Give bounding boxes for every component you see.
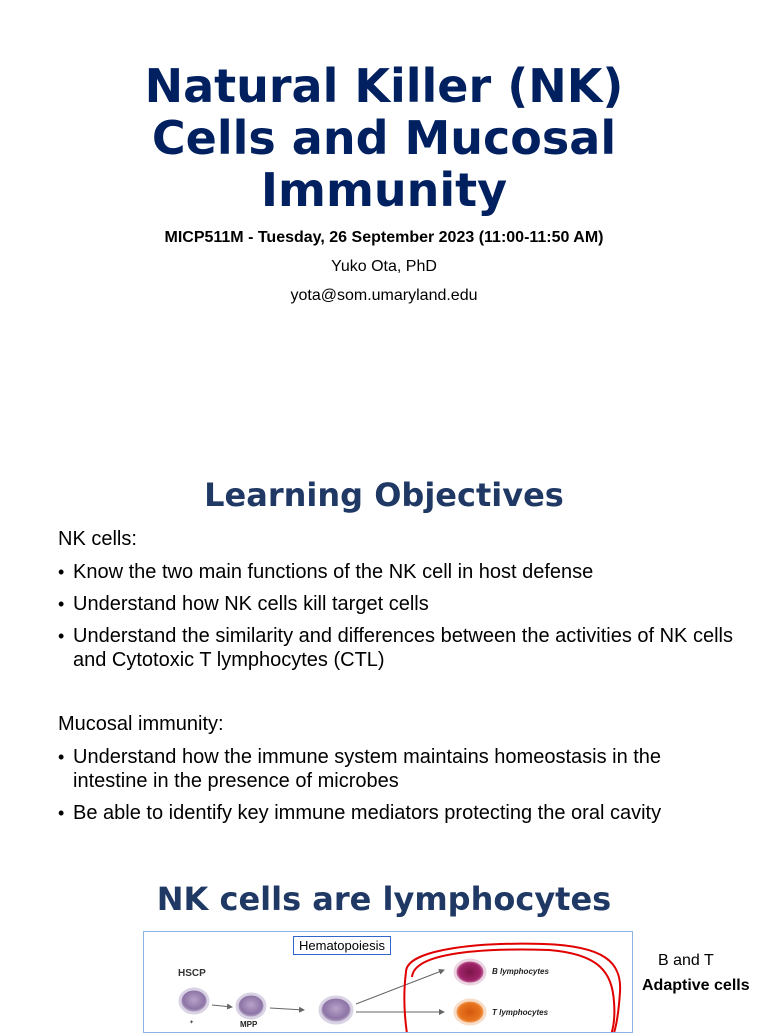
bullet-icon: •	[58, 626, 65, 646]
bullet-icon: •	[58, 803, 65, 823]
list-item: • Understand how NK cells kill target cells	[58, 593, 429, 615]
hematopoiesis-label: Hematopoiesis	[293, 936, 391, 955]
slide-title-line-3: Immunity	[260, 163, 508, 217]
b-lymphocyte-cell	[455, 960, 485, 984]
b-and-t-label: B and T	[658, 952, 714, 969]
hematopoiesis-figure	[143, 931, 633, 1033]
learning-objectives-title: Learning Objectives	[204, 476, 564, 514]
list-item: • Be able to identify key immune mediators protecting the oral cavity	[58, 802, 662, 824]
mpp-cell	[237, 994, 265, 1018]
adaptive-cells-label: Adaptive cells	[642, 977, 750, 994]
nk-cells-heading: NK cells:	[58, 528, 137, 550]
author-name: Yuko Ota, PhD	[331, 258, 437, 275]
list-item: • Understand how the immune system maintains homeostasis in the intestine in the presence of microbes	[58, 746, 662, 792]
cell-mark: ✦	[189, 1020, 195, 1026]
mucosal-immunity-heading: Mucosal immunity:	[58, 713, 224, 735]
bullet-icon: •	[58, 747, 65, 767]
arrow-3	[356, 970, 444, 1004]
slide-title-line-2: Cells and Mucosal	[151, 111, 617, 165]
clp-cell	[320, 997, 352, 1023]
adaptive-annotation-circle	[404, 944, 620, 1032]
hscp-cell	[180, 989, 208, 1013]
hematopoiesis-diagram	[144, 932, 632, 1032]
mucosal-objectives-list	[58, 745, 738, 833]
bullet-icon: •	[58, 562, 65, 582]
arrow-2	[270, 1008, 304, 1010]
hscp-label: HSCP	[178, 968, 206, 979]
author-email: yota@som.umaryland.edu	[290, 287, 478, 304]
nk-lymphocytes-title: NK cells are lymphocytes	[156, 880, 612, 918]
b-lymphocytes-label: B lymphocytes	[492, 967, 549, 976]
list-item: • Know the two main functions of the NK cell in host defense	[58, 561, 594, 583]
course-info: MICP511M - Tuesday, 26 September 2023 (11:00-11:50 AM)	[164, 229, 604, 246]
t-lymphocyte-cell	[455, 1000, 485, 1024]
slide-title	[0, 60, 768, 216]
mpp-label: MPP	[240, 1020, 258, 1029]
slide-title-line-1: Natural Killer (NK)	[144, 59, 624, 113]
bullet-icon: •	[58, 594, 65, 614]
t-lymphocytes-label: T lymphocytes	[492, 1008, 549, 1017]
list-item: • Understand the similarity and differences between the activities of NK cells and Cytotoxic T lymphocytes (CTL)	[58, 625, 733, 671]
arrow-1	[212, 1005, 232, 1007]
nk-objectives-list	[58, 560, 738, 680]
